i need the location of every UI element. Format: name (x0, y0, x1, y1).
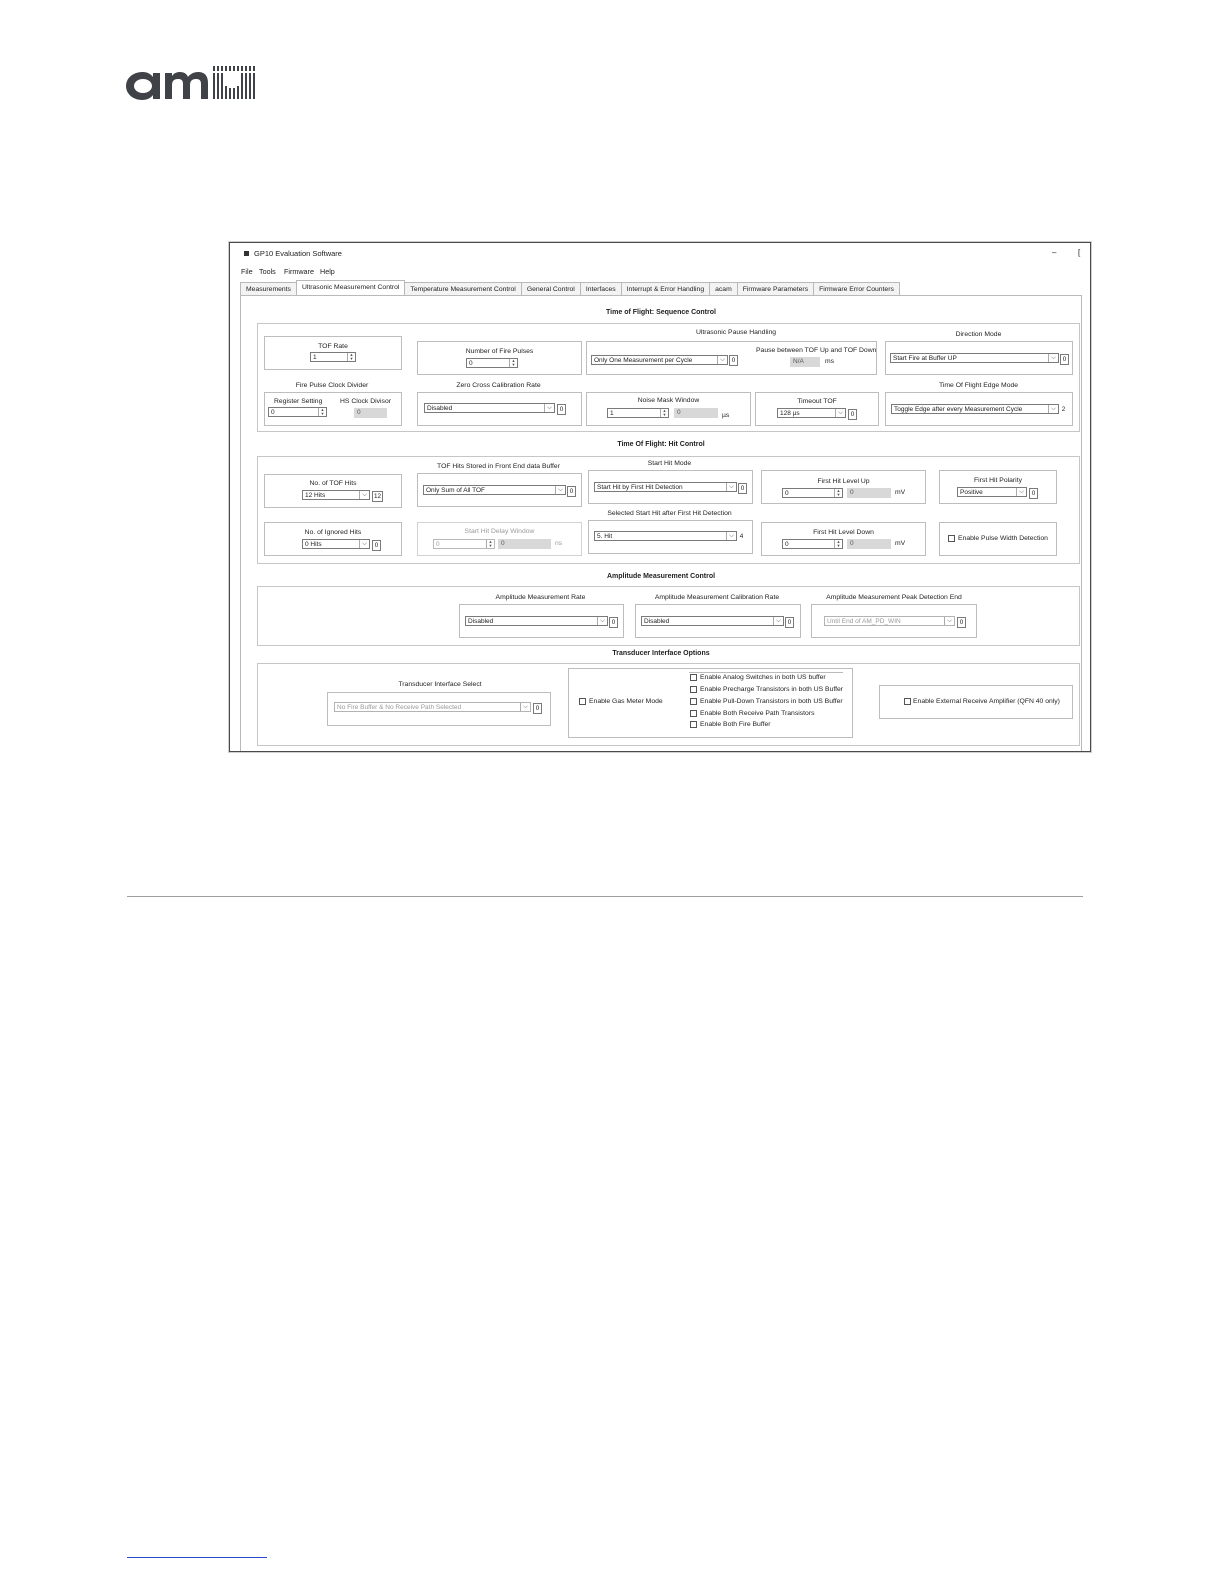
level-down-group (761, 522, 926, 556)
level-down-value: 0 (785, 541, 789, 548)
ignored-label: No. of Ignored Hits (304, 529, 362, 536)
app-icon (244, 251, 249, 256)
opt-pulldown-label: Enable Pull-Down Transistors in both US Buffer (700, 698, 843, 705)
timeout-select[interactable] (777, 408, 846, 418)
spin-arrows-icon[interactable]: ▲ ▼ (834, 540, 842, 548)
pulse-width-label: Enable Pulse Width Detection (958, 535, 1048, 542)
pause-between-value: N/A (790, 357, 820, 367)
opt-precharge-label: Enable Precharge Transistors in both US Buffer (700, 686, 844, 693)
stored-group (417, 473, 582, 507)
gas-options-divider (689, 672, 843, 673)
chevron-down-icon: ⌵ (835, 409, 845, 417)
opt-receive-checkbox[interactable] (690, 710, 697, 717)
delay-label: Start Hit Delay Window (464, 528, 535, 535)
stored-select[interactable] (423, 485, 566, 495)
tab-interfaces[interactable]: Interfaces (580, 282, 622, 296)
chevron-down-icon: ⌵ (1048, 354, 1058, 362)
edge-mode-label: Time Of Flight Edge Mode (938, 382, 1019, 389)
amp-cal-code: 0 (785, 617, 794, 628)
direction-label: Direction Mode (955, 331, 1002, 338)
page-divider (127, 896, 1083, 897)
amp-peak-select-value: Until End of AM_PD_WIN (827, 618, 901, 625)
chevron-down-icon: ⌵ (544, 404, 554, 412)
amp-cal-select-value: Disabled (644, 618, 670, 625)
tab-interrupt[interactable]: Interrupt & Error Handling (621, 282, 710, 296)
start-hit-code: 0 (738, 483, 747, 494)
amp-peak-group (811, 604, 977, 638)
transducer-select[interactable] (334, 702, 531, 712)
selected-hit-code: 4 (739, 533, 744, 540)
transducer-select-value: No Fire Buffer & No Receive Path Selected (337, 704, 462, 711)
opt-analog-label: Enable Analog Switches in both US buffer (700, 674, 826, 681)
hs-clock-label: HS Clock Divisor (340, 398, 391, 405)
ams-logo (125, 62, 265, 104)
opt-fire-label: Enable Both Fire Buffer (700, 721, 771, 728)
fire-pulses-spinner[interactable] (466, 358, 518, 368)
pause-unit: ms (825, 358, 835, 365)
spin-arrows-icon[interactable]: ▲ ▼ (486, 540, 494, 548)
gas-meter-label: Enable Gas Meter Mode (589, 698, 663, 705)
tof-rate-value: 1 (313, 354, 317, 361)
tab-strip (240, 280, 899, 294)
tab-fw-errors[interactable]: Firmware Error Counters (813, 282, 900, 296)
menu-bar (230, 265, 1090, 279)
zero-cross-code: 0 (557, 404, 566, 415)
timeout-group (755, 392, 879, 426)
selected-hit-select[interactable] (594, 531, 737, 541)
clock-divider-group (264, 392, 402, 426)
noise-mask-group (586, 392, 751, 426)
tab-acam[interactable]: acam (709, 282, 738, 296)
ext-amp-checkbox[interactable] (904, 698, 911, 705)
tab-general[interactable]: General Control (521, 282, 581, 296)
amp-rate-code: 0 (609, 617, 618, 628)
chevron-down-icon: ⌵ (1048, 405, 1058, 413)
gas-meter-checkbox[interactable] (579, 698, 586, 705)
level-up-readout: 0 (847, 488, 891, 498)
timeout-label: Timeout TOF (797, 398, 837, 405)
pause-select[interactable] (591, 355, 728, 365)
pause-select-value: Only One Measurement per Cycle (594, 357, 693, 364)
direction-select-value: Start Fire at Buffer UP (893, 355, 957, 362)
chevron-down-icon: ⌵ (1016, 488, 1026, 496)
amplitude-section-title: Amplitude Measurement Control (606, 573, 716, 580)
spin-arrows-icon[interactable]: ▲ ▼ (347, 353, 355, 361)
polarity-select[interactable] (957, 487, 1027, 497)
pause-code: 0 (729, 355, 738, 366)
tof-hits-label: No. of TOF Hits (309, 480, 357, 487)
ext-amp-group (879, 685, 1073, 719)
edge-mode-select[interactable] (891, 404, 1059, 414)
opt-precharge-checkbox[interactable] (690, 686, 697, 693)
level-down-label: First Hit Level Down (813, 529, 874, 536)
zero-cross-select-value: Disabled (427, 405, 453, 412)
selected-hit-label: Selected Start Hit after First Hit Detection (607, 510, 732, 517)
chevron-down-icon: ⌵ (555, 486, 565, 494)
fire-pulses-value: 0 (469, 360, 473, 367)
edge-mode-select-value: Toggle Edge after every Measurement Cycle (894, 406, 1023, 413)
footer-link-underline[interactable] (127, 1557, 267, 1558)
selected-hit-group (588, 520, 753, 554)
amp-rate-select[interactable] (465, 616, 608, 626)
direction-group (885, 341, 1073, 375)
transducer-select-label: Transducer Interface Select (398, 681, 482, 688)
seq-section-title: Time of Flight: Sequence Control (606, 309, 716, 316)
direction-code: 0 (1060, 354, 1069, 365)
fire-pulses-label: Number of Fire Pulses (465, 348, 534, 355)
ignored-code: 0 (372, 540, 381, 551)
tof-hits-group (264, 474, 402, 508)
menu-tools[interactable]: Tools (259, 267, 276, 276)
register-setting-value: 0 (271, 409, 275, 416)
noise-mask-readout: 0 (674, 408, 718, 418)
opt-fire-checkbox[interactable] (690, 721, 697, 728)
start-hit-select-value: Start Hit by First Hit Detection (597, 484, 683, 491)
opt-analog-checkbox[interactable] (690, 674, 697, 681)
transducer-section-title: Transducer Interface Options (612, 650, 710, 657)
timeout-select-value: 128 µs (780, 410, 800, 417)
title-bar (230, 243, 1090, 265)
spin-arrows-icon[interactable]: ▲ ▼ (834, 489, 842, 497)
tof-hits-select[interactable] (302, 490, 370, 500)
tof-rate-group (264, 336, 402, 370)
start-hit-select[interactable] (594, 482, 737, 492)
timeout-code: 0 (848, 409, 857, 420)
level-down-unit: mV (895, 540, 906, 547)
edge-mode-code: 2 (1061, 406, 1066, 413)
spin-arrows-icon[interactable]: ▲ ▼ (318, 408, 326, 416)
spin-arrows-icon[interactable]: ▲ ▼ (509, 359, 517, 367)
polarity-code: 0 (1029, 488, 1038, 499)
amp-peak-select[interactable] (824, 616, 955, 626)
app-window (229, 242, 1091, 752)
noise-mask-label: Noise Mask Window (637, 397, 700, 404)
spin-arrows-icon[interactable]: ▲ ▼ (660, 409, 668, 417)
level-up-group (761, 470, 926, 504)
polarity-label: First Hit Polarity (974, 477, 1022, 484)
stored-code: 0 (567, 486, 576, 497)
selected-hit-select-value: 5. Hit (597, 533, 613, 540)
noise-mask-value: 1 (610, 410, 614, 417)
level-up-unit: mV (895, 489, 906, 496)
menu-help[interactable]: Help (320, 267, 335, 276)
hs-clock-value: 0 (354, 408, 387, 418)
stored-select-value: Only Sum of All TOF (426, 487, 486, 494)
chevron-down-icon: ⌵ (726, 483, 736, 491)
delay-group (417, 522, 582, 556)
delay-readout: 0 (498, 539, 551, 549)
noise-mask-unit: µs (722, 412, 730, 419)
transducer-select-code: 0 (533, 703, 542, 714)
delay-spinner[interactable] (433, 539, 495, 549)
clock-divider-label: Fire Pulse Clock Divider (295, 382, 369, 389)
pulse-width-checkbox[interactable] (948, 535, 955, 542)
level-up-value: 0 (785, 490, 789, 497)
amp-cal-select[interactable] (641, 616, 784, 626)
amp-rate-group (459, 604, 624, 638)
menu-firmware[interactable]: Firmware (284, 267, 314, 276)
tof-rate-label: TOF Rate (318, 343, 348, 350)
amp-rate-select-value: Disabled (468, 618, 494, 625)
chevron-down-icon: ⌵ (944, 617, 954, 625)
minimize-button[interactable]: – (1052, 248, 1057, 257)
window-title: GP10 Evaluation Software (254, 249, 342, 258)
ignored-select-value: 0 Hits (305, 541, 322, 548)
zero-cross-select[interactable] (424, 403, 555, 413)
gas-meter-group (568, 668, 853, 738)
fire-pulses-group (417, 341, 582, 375)
zero-cross-label: Zero Cross Calibration Rate (456, 382, 541, 389)
register-setting-label: Register Setting (274, 398, 323, 405)
opt-pulldown-checkbox[interactable] (690, 698, 697, 705)
ext-amp-label: Enable External Receive Amplifier (QFN 40 only) (913, 698, 1060, 705)
pulse-width-group (939, 522, 1057, 556)
amp-cal-group (635, 604, 801, 638)
tof-hits-select-value: 12 Hits (305, 492, 326, 499)
transducer-select-group (327, 692, 551, 726)
level-up-spinner[interactable] (782, 488, 843, 498)
amp-peak-label: Amplitude Measurement Peak Detection End (826, 594, 962, 601)
tab-ultrasonic[interactable]: Ultrasonic Measurement Control (296, 280, 405, 296)
stored-label: TOF Hits Stored in Front End data Buffer (437, 463, 560, 470)
tab-temperature[interactable]: Temperature Measurement Control (404, 282, 521, 296)
ignored-select[interactable] (302, 539, 370, 549)
hit-section-title: Time Of Flight: Hit Control (617, 441, 705, 448)
direction-select[interactable] (890, 353, 1059, 363)
tab-measurements[interactable]: Measurements (240, 282, 297, 296)
chevron-down-icon: ⌵ (359, 491, 369, 499)
amp-peak-code: 0 (957, 617, 966, 628)
tof-hits-code: 12 (374, 493, 382, 500)
delay-value: 0 (436, 541, 440, 548)
pause-handling-label: Ultrasonic Pause Handling (695, 329, 777, 336)
menu-file[interactable]: File (241, 267, 253, 276)
pause-handling-group (586, 341, 877, 375)
zero-cross-group (417, 392, 582, 426)
ignored-group (264, 522, 402, 556)
opt-receive-label: Enable Both Receive Path Transistors (700, 710, 815, 717)
pause-between-label: Pause between TOF Up and TOF Down (756, 347, 877, 354)
delay-unit: ns (555, 540, 563, 547)
polarity-group (939, 470, 1057, 504)
chevron-down-icon: ⌵ (597, 617, 607, 625)
start-hit-group (588, 470, 753, 504)
register-setting-spinner[interactable] (268, 407, 327, 417)
level-down-spinner[interactable] (782, 539, 843, 549)
noise-mask-spinner[interactable] (607, 408, 669, 418)
tab-fw-params[interactable]: Firmware Parameters (737, 282, 814, 296)
start-hit-label: Start Hit Mode (647, 460, 692, 467)
chevron-down-icon: ⌵ (773, 617, 783, 625)
maximize-button[interactable]: [ (1078, 248, 1081, 257)
chevron-down-icon: ⌵ (726, 532, 736, 540)
amp-cal-label: Amplitude Measurement Calibration Rate (654, 594, 780, 601)
chevron-down-icon: ⌵ (717, 356, 727, 364)
amp-rate-label: Amplitude Measurement Rate (495, 594, 586, 601)
ultrasonic-tab-content (240, 295, 1082, 752)
edge-mode-group (885, 392, 1073, 426)
tof-rate-spinner[interactable] (310, 352, 356, 362)
chevron-down-icon: ⌵ (520, 703, 530, 711)
polarity-select-value: Positive (960, 489, 983, 496)
chevron-down-icon: ⌵ (359, 540, 369, 548)
level-up-label: First Hit Level Up (817, 478, 870, 485)
level-down-readout: 0 (847, 539, 891, 549)
